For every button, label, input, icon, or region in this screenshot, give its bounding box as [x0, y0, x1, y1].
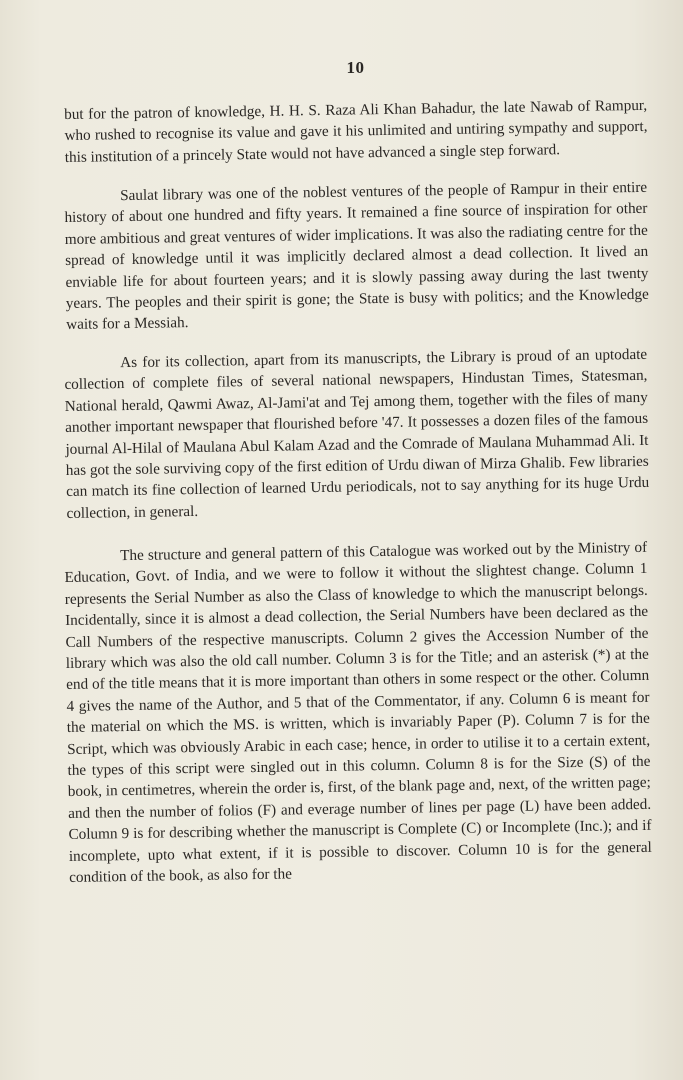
paragraph-catalogue-structure: The structure and general pattern of this Catalogue was worked out by the Ministry of Education, Govt. of India, and we were to follow it without the slightest change. Column 1 represents the Serial Number as also the Class of knowledge to which the manuscript belongs. Incidentally, since it is almost a dead collection, the Serial Numbers have been declared as the Call Numbers of the respective manuscripts. Column 2 gives the Accession Number of the library which was also the old call number. Column 3 is for the Title; and an asterisk (*) at the end of the title means that it is more important than others in some respect or the other. Column 4 gives the name of the Author, and 5 that of the Commentator, if any. Column 6 is meant for the material on which the MS. is written, which is invariably Paper (P). Column 7 is for the Script, which was obviously Arabic in each case; hence, in order to utilise it to a certain extent, the types of this script were singled out in this column. Column 8 is for the Size (S) of the book, in centimetres, wherein the order is, first, of the blank page and, next, of the written page; and then the number of folios (F) and everage number of lines per page (L) have been added. Column 9 is for describing whether the manuscript is Complete (C) or Incomplete (Inc.); and if incomplete, upto what extent, if it is possible to discover. Column 10 is for the general condition of the book, as also for the	[64, 539, 652, 887]
paragraph-saulat-library: Saulat library was one of the noblest ventures of the people of Rampur in their entire history of about one hundred and fifty years. It remained a fine source of inspiration for other more ambitious and great ventures of wider implications. It was also the radiating centre for the spread of knowledge until it was implicitly declared almost a dead collection. It lived an enviable life for about fourteen years; and it is slowly passing away during the last twenty years. The peoples and their spirit is gone; the State is busy with politics; and the Knowledge waits for a Messiah.	[64, 179, 649, 334]
paragraph-collection: As for its collection, apart from its manuscripts, the Library is proud of an uptodate collection of complete files of several national newspapers, Hindustan Times, Statesman, National herald, Qawmi Awaz, Al-Jami'at and Tej among them, together with the files of many another important newspaper that flourished before '47. It possesses a dozen files of the famous journal Al-Hilal of Maulana Abul Kalam Azad and the Comrade of Maulana Muhammad Ali. It has got the sole surviving copy of the first edition of Urdu diwan of Mirza Ghalib. Few libraries can match its fine collection of learned Urdu periodicals, not to say anything for its huge Urdu collection, in general.	[64, 345, 650, 522]
page-number: 10	[346, 58, 365, 77]
paragraph-continuation: but for the patron of knowledge, H. H. S. Raza Ali Khan Bahadur, the late Nawab of Rampur, who rushed to recognise its value and gave it his unlimited and untiring sympathy and support, this institution of a princely State would not have advanced a single step forward.	[64, 96, 648, 166]
